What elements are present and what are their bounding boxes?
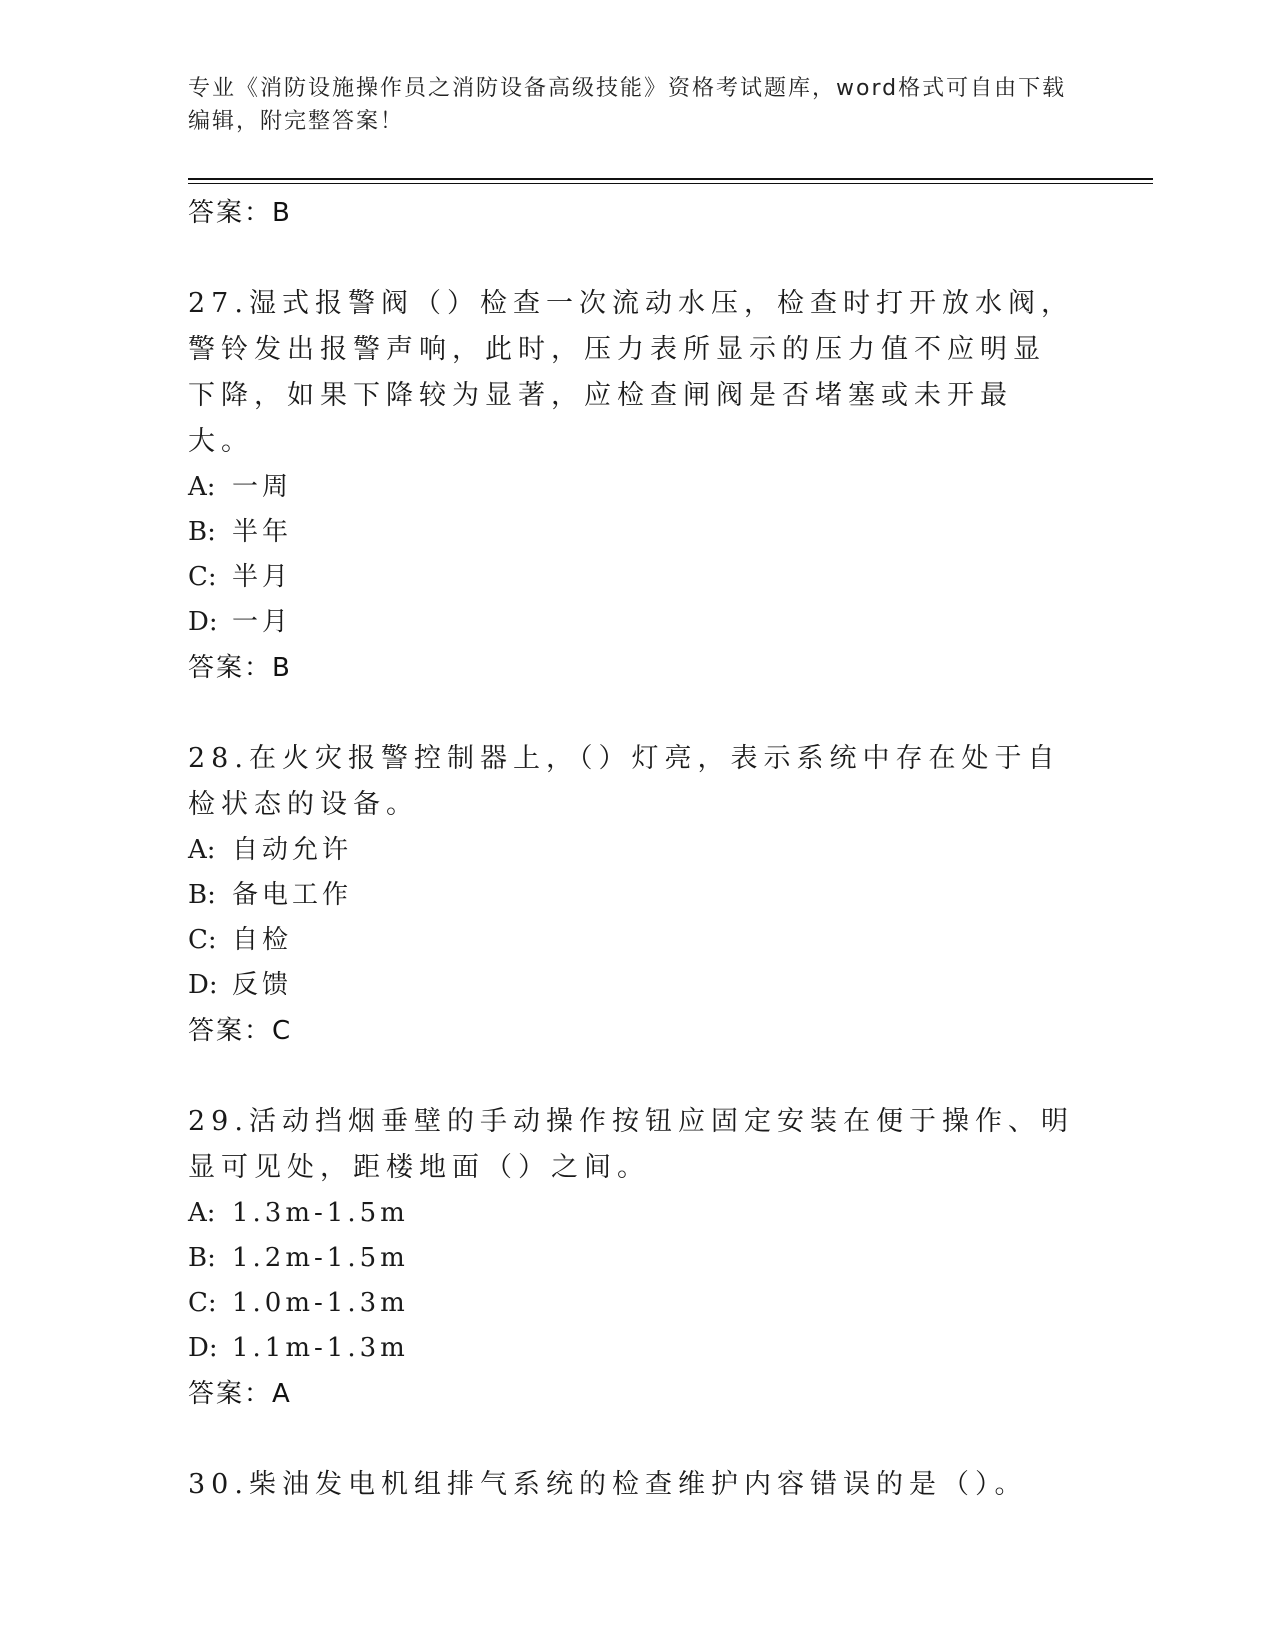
option-b — [188, 510, 1078, 555]
option-text: 1.2m-1.5m — [232, 1243, 409, 1273]
question-text: 30.柴油发电机组排气系统的检查维护内容错误的是（）。 — [188, 1469, 1028, 1500]
question-block — [188, 736, 1078, 1054]
option-d — [188, 600, 1078, 645]
option-a — [188, 465, 1078, 510]
option-letter: B: — [188, 880, 216, 910]
option-text: 自动允许 — [232, 835, 353, 865]
option-letter: B: — [188, 517, 216, 547]
header-divider-thick — [188, 178, 1153, 180]
option-letter: B: — [188, 1243, 216, 1273]
option-letter: C: — [188, 562, 217, 592]
option-b — [188, 1236, 1078, 1281]
answer-line: 答案：C — [188, 1016, 293, 1046]
question-text: 29.活动挡烟垂壁的手动操作按钮应固定安装在便于操作、明显可见处，距楼地面（）之间。 — [188, 1106, 1074, 1183]
question-text: 27.湿式报警阀（）检查一次流动水压，检查时打开放水阀，警铃发出报警声响，此时，压力表所显示的压力值不应明显下降，如果下降较为显著，应检查闸阀是否堵塞或未开最大。 — [188, 288, 1074, 457]
option-letter: A: — [188, 472, 216, 502]
option-text: 反馈 — [232, 970, 293, 1000]
page-header: 专业《消防设施操作员之消防设备高级技能》资格考试题库，word格式可自由下载编辑，附完整答案！ — [188, 76, 1067, 134]
option-letter: C: — [188, 1288, 217, 1318]
option-text: 一月 — [232, 607, 293, 637]
option-text: 1.0m-1.3m — [232, 1288, 409, 1318]
option-text: 自检 — [232, 925, 293, 955]
option-letter: A: — [188, 835, 216, 865]
option-letter: C: — [188, 925, 217, 955]
option-text: 半年 — [232, 517, 293, 547]
option-text: 1.3m-1.5m — [232, 1198, 409, 1228]
option-letter: A: — [188, 1198, 216, 1228]
option-a — [188, 828, 1078, 873]
option-text: 1.1m-1.3m — [232, 1333, 409, 1363]
option-letter: D: — [188, 1333, 218, 1363]
option-letter: D: — [188, 970, 218, 1000]
question-list — [188, 190, 1078, 1508]
answer-line: 答案：A — [188, 1379, 292, 1409]
option-c — [188, 555, 1078, 600]
option-c — [188, 1281, 1078, 1326]
option-d — [188, 963, 1078, 1008]
option-c — [188, 918, 1078, 963]
answer-line: 答案：B — [188, 653, 292, 683]
option-d — [188, 1326, 1078, 1371]
option-text: 备电工作 — [232, 880, 353, 910]
header-divider-thin — [188, 183, 1153, 184]
question-block — [188, 1099, 1078, 1417]
answer-line: 答案：B — [188, 198, 292, 228]
option-letter: D: — [188, 607, 218, 637]
option-text: 半月 — [232, 562, 293, 592]
option-b — [188, 873, 1078, 918]
option-text: 一周 — [232, 472, 293, 502]
option-a — [188, 1191, 1078, 1236]
question-text: 28.在火灾报警控制器上，（）灯亮，表示系统中存在处于自检状态的设备。 — [188, 743, 1061, 820]
question-block — [188, 1462, 1078, 1508]
question-block — [188, 281, 1078, 691]
